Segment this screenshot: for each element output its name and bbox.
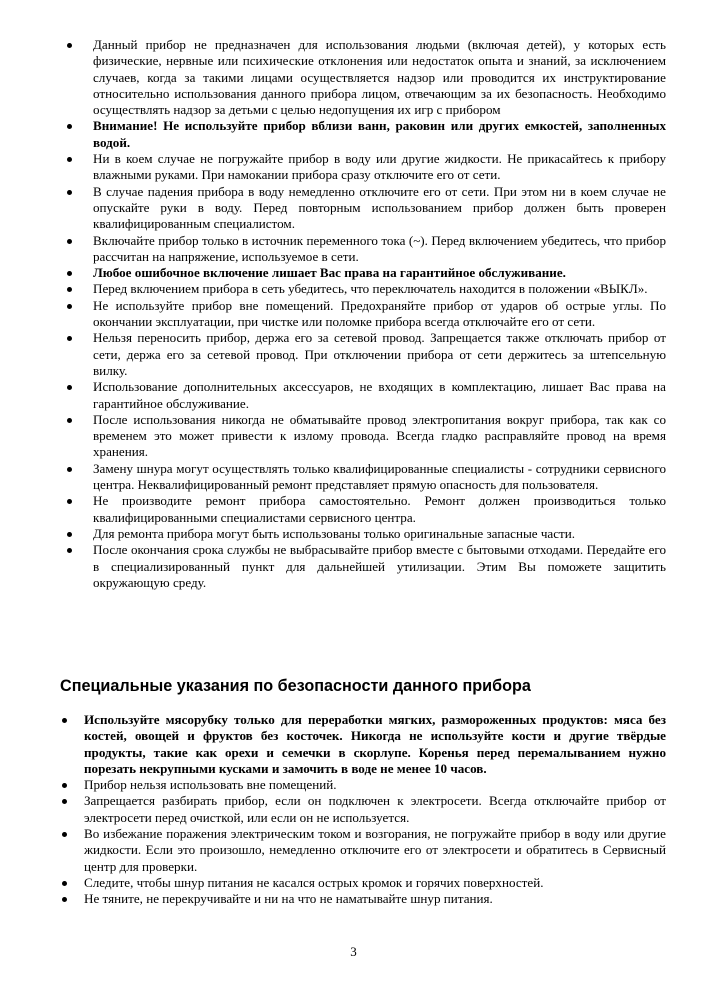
list-item-text: Не производите ремонт прибора самостоятельно. Ремонт должен производиться только квалифицированными специалистами сервисного центра. — [93, 493, 666, 525]
bullet-icon — [62, 783, 67, 788]
bullet-icon — [67, 190, 72, 195]
list-item-text: После использования никогда не обматывайте провод электропитания вокруг прибора, так как со временем это может привести к излому провода. Всегда гладко расправляйте провод на время хранения. — [93, 411, 666, 460]
page-number: 3 — [350, 944, 357, 959]
bullet-icon — [62, 881, 67, 886]
bullet-icon — [67, 467, 72, 472]
list-item — [84, 777, 666, 793]
list-item-text: Запрещается разбирать прибор, если он подключен к электросети. Всегда отключайте прибор от электросети перед очисткой, или если он не используется. — [84, 793, 666, 825]
special-safety-list — [84, 712, 666, 908]
bullet-icon — [67, 287, 72, 292]
list-item-text: Любое ошибочное включение лишает Вас права на гарантийное обслуживание. — [93, 265, 566, 281]
list-item-text: Перед включением прибора в сеть убедитесь, что переключатель находится в положении «ВЫКЛ». — [93, 281, 648, 297]
list-item-text: Используйте мясорубку только для переработки мягких, размороженных продуктов: мяса без костей, овощей и фруктов без косточек. Никогда не используйте кости и другие твёрдые продукты, такие как орехи и семечки в скорлупе. Коренья перед перемалыванием нужно порезать некрупными кусками и замочить в воде не менее 10 часов. — [84, 712, 666, 776]
list-item — [84, 891, 666, 907]
list-item — [93, 542, 666, 591]
bullet-icon — [67, 43, 72, 48]
list-item-text: Использование дополнительных аксессуаров, не входящих в комплектацию, лишает Вас права на гарантийное обслуживание. — [93, 379, 666, 411]
bullet-icon — [62, 718, 67, 723]
general-safety-list — [93, 37, 666, 591]
bullet-icon — [67, 499, 72, 504]
bullet-icon — [62, 897, 67, 902]
bullet-icon — [67, 304, 72, 309]
list-item-text: Внимание! Не используйте прибор вблизи ванн, раковин или других емкостей, заполненных водой. — [93, 118, 666, 150]
list-item-text: Для ремонта прибора могут быть использованы только оригинальные запасные части. — [93, 525, 576, 541]
list-item — [84, 826, 666, 875]
bullet-icon — [67, 157, 72, 162]
bullet-icon — [67, 336, 72, 341]
bullet-icon — [67, 124, 72, 129]
section-heading: Специальные указания по безопасности данного прибора — [60, 677, 531, 695]
list-item — [93, 184, 666, 233]
list-item-text: Не тяните, не перекручивайте и ни на что не наматывайте шнур питания. — [84, 891, 493, 907]
list-item — [93, 37, 666, 118]
list-item-text: Нельзя переносить прибор, держа его за сетевой провод. Запрещается также отключать прибор от сети, держа его за сетевой провод. При отключении прибора от сети держитесь за штепсельную вилку. — [93, 330, 666, 378]
bullet-icon — [62, 832, 67, 837]
list-item — [93, 461, 666, 494]
list-item — [93, 298, 666, 331]
bullet-icon — [62, 799, 67, 804]
bullet-icon — [67, 532, 72, 537]
list-item-text: В случае падения прибора в воду немедленно отключите его от сети. При этом ни в коем случае не опускайте руки в воду. Перед повторным использованием прибор должен быть проверен квалифицированным специалистом. — [93, 183, 666, 232]
list-item-text: Не используйте прибор вне помещений. Предохраняйте прибор от ударов об острые углы. По окончании эксплуатации, при чистке или поломке прибора всегда отключайте его от сети. — [93, 297, 666, 330]
bullet-icon — [67, 418, 72, 423]
list-item-text: Прибор нельзя использовать вне помещений. — [84, 777, 337, 793]
list-item-text: Следите, чтобы шнур питания не касался острых кромок и горячих поверхностей. — [84, 874, 544, 890]
list-item-text: После окончания срока службы не выбрасывайте прибор вместе с бытовыми отходами. Передайте его в специализированный пункт для дальнейшей утилизации. Этим Вы поможете защитить окружающую среду. — [93, 542, 666, 590]
list-item — [93, 281, 666, 297]
list-item — [93, 379, 666, 412]
list-item-text: Включайте прибор только в источник переменного тока (~). Перед включением убедитесь, что прибор рассчитан на напряжение, используемое в сети. — [93, 232, 666, 264]
bullet-icon — [67, 548, 72, 553]
list-item — [93, 265, 666, 281]
list-item — [84, 712, 666, 777]
list-item — [84, 875, 666, 891]
list-item — [93, 493, 666, 526]
list-item — [84, 793, 666, 826]
list-item-text: Во избежание поражения электрическим током и возгорания, не погружайте прибор в воду или другие жидкости. Если это произошло, немедленно отключите его от электросети и обратитесь в Сервисный центр для проверки. — [84, 826, 666, 874]
list-item — [93, 233, 666, 266]
list-item — [93, 526, 666, 542]
list-item — [93, 330, 666, 379]
list-item — [93, 412, 666, 461]
list-item-text: Замену шнура могут осуществлять только квалифицированные специалисты - сотрудники сервисного центра. Неквалифицированный ремонт представляет прямую опасность для пользователя. — [93, 460, 666, 493]
list-item-text: Ни в коем случае не погружайте прибор в воду или другие жидкости. Не прикасайтесь к прибору влажными руками. При намокании прибора сразу отключите его от сети. — [93, 151, 666, 183]
list-item — [93, 151, 666, 184]
list-item — [93, 118, 666, 151]
bullet-icon — [67, 271, 72, 276]
bullet-icon — [67, 239, 72, 244]
bullet-icon — [67, 385, 72, 390]
list-item-text: Данный прибор не предназначен для использования людьми (включая детей), у которых есть физические, нервные или психические отклонения или недостаток опыта и знаний, за исключением случаев, когда за такими лицами осуществляется надзор или проводится их инструктирование относительно использования данного прибора лицом, отвечающим за их безопасность. Необходимо осуществлять надзор за детьми с целью недопущения их игр с прибором — [93, 37, 666, 118]
